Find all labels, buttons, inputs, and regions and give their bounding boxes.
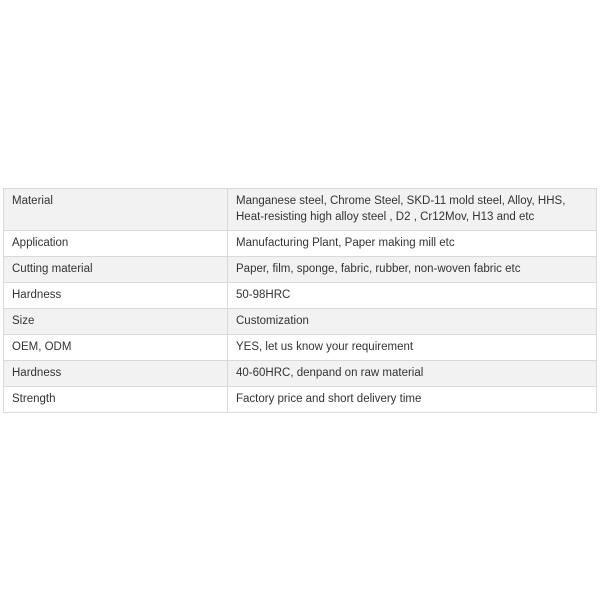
spec-label: Cutting material: [4, 257, 228, 283]
spec-value: 40-60HRC, denpand on raw material: [228, 361, 597, 387]
table-row: [4, 309, 597, 335]
table-row: [4, 231, 597, 257]
spec-value: Customization: [228, 309, 597, 335]
spec-value: Factory price and short delivery time: [228, 387, 597, 413]
spec-label: Application: [4, 231, 228, 257]
spec-value: Manganese steel, Chrome Steel, SKD-11 mold steel, Alloy, HHS, Heat-resisting high alloy steel , D2 , Cr12Mov, H13 and etc: [228, 189, 597, 231]
table-row: [4, 361, 597, 387]
spec-value: YES, let us know your requirement: [228, 335, 597, 361]
spec-label: Material: [4, 189, 228, 231]
table-row: [4, 257, 597, 283]
spec-label: Size: [4, 309, 228, 335]
spec-label: OEM, ODM: [4, 335, 228, 361]
spec-value: 50-98HRC: [228, 283, 597, 309]
spec-label: Hardness: [4, 361, 228, 387]
table-row: [4, 335, 597, 361]
spec-value: Paper, film, sponge, fabric, rubber, non-woven fabric etc: [228, 257, 597, 283]
spec-label: Strength: [4, 387, 228, 413]
table-row: [4, 189, 597, 231]
spec-label: Hardness: [4, 283, 228, 309]
spec-value: Manufacturing Plant, Paper making mill etc: [228, 231, 597, 257]
table-row: [4, 283, 597, 309]
spec-table: [3, 188, 597, 413]
table-row: [4, 387, 597, 413]
